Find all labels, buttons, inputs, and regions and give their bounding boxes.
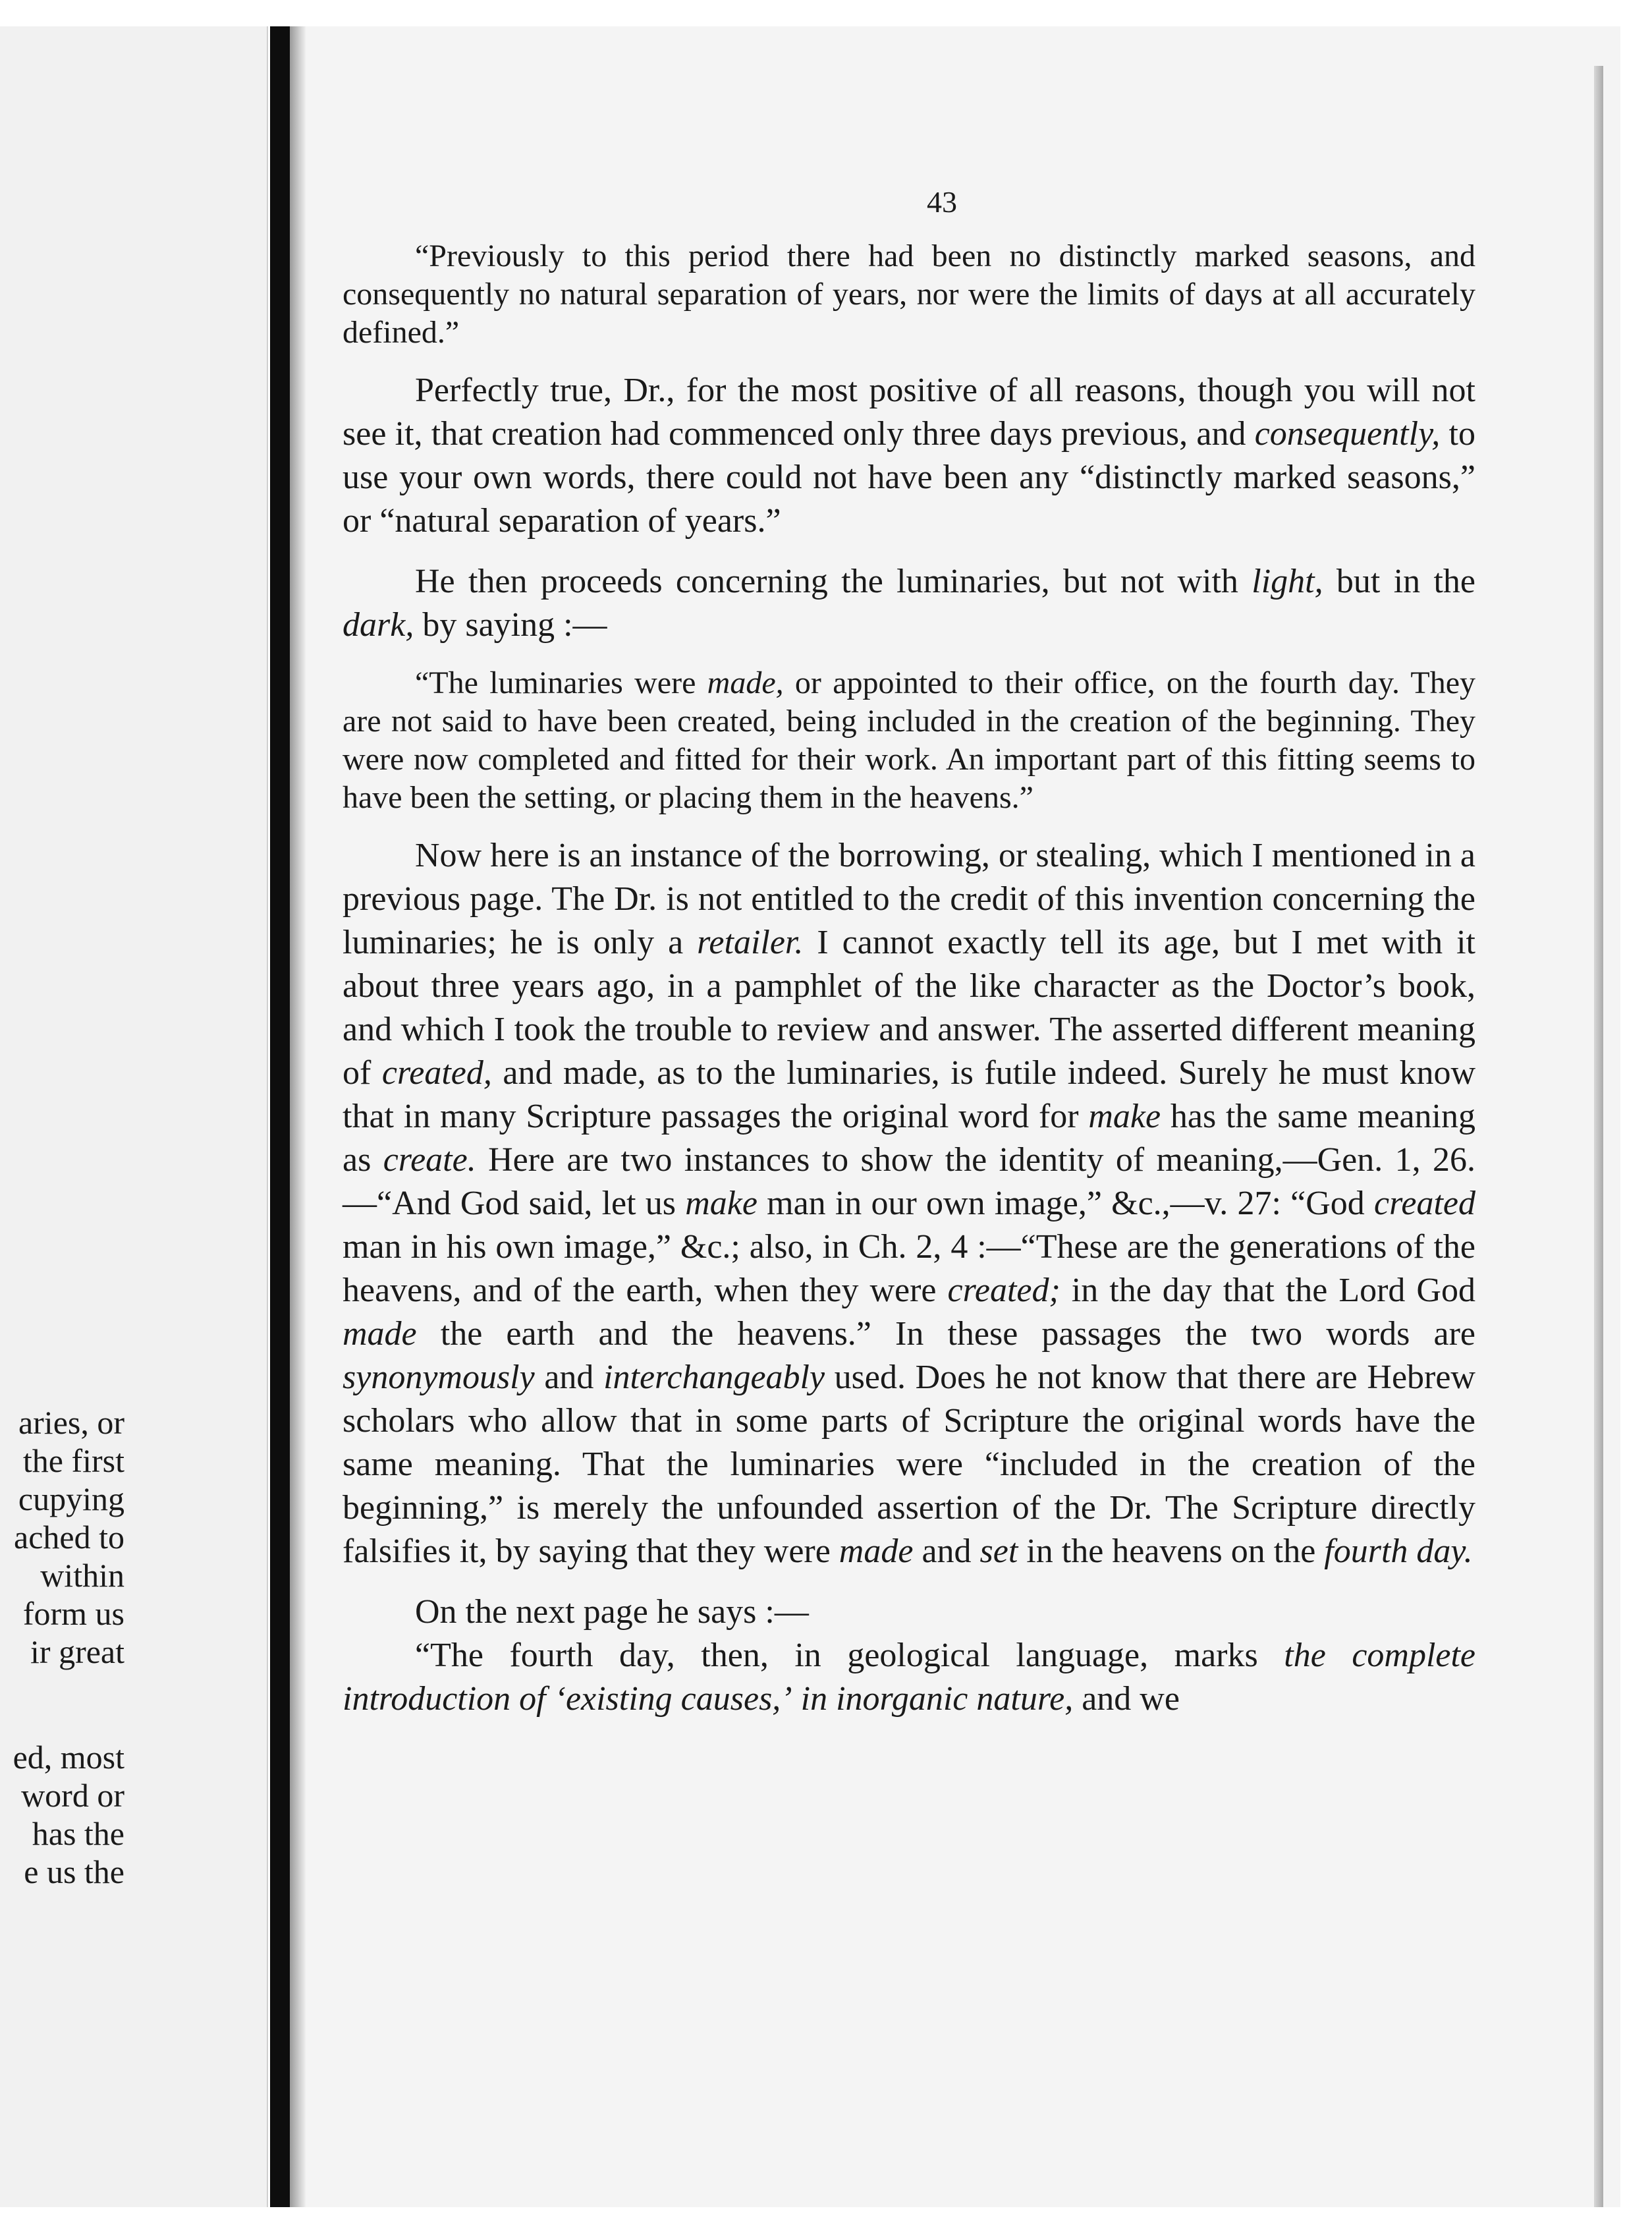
body-paragraph xyxy=(343,1634,1475,1721)
italic-text: make xyxy=(1088,1098,1161,1135)
italic-text: created xyxy=(1374,1185,1475,1222)
italic-text: made xyxy=(839,1532,914,1570)
text-run: Now here is an instance of the borrowing, or stealing, which I mentioned in a previous page. The Dr. is not entitled to the credit of this invention concerning the luminaries; he is only a xyxy=(343,837,1475,961)
italic-text: synonymously xyxy=(343,1359,535,1396)
text-run xyxy=(792,1680,801,1718)
italic-text: made xyxy=(343,1315,417,1353)
text-run: to use your own words, there could not have been any “distinctly marked seasons,” or “natural separation of years.” xyxy=(343,415,1476,540)
page-body xyxy=(343,237,1475,1738)
text-run: He then proceeds concerning the luminaries, but not with xyxy=(415,563,1252,600)
text-run: man in our own image,” &c.,—v. 27: “God xyxy=(757,1185,1374,1222)
italic-text: retailer. xyxy=(697,924,804,961)
page-edge xyxy=(1594,66,1603,2207)
text-run: or appointed to their office, on the fourth day. They are not said to have been created, being included in the creation of the beginning. They were now completed and fitted for their work. An important part of this fitting seems to have been the setting, or placing them in the heavens.” xyxy=(343,665,1476,815)
text-run: and xyxy=(534,1359,604,1396)
italic-text: consequently, xyxy=(1254,415,1441,453)
text-run: I cannot exactly tell its age, but I met with it about three years ago, in a pamphlet of the like character as the Doctor’s book, and which I took the trouble to review and answer. The asserted different meaning of xyxy=(343,924,1475,1092)
facing-page-line: aries, or xyxy=(18,1404,124,1441)
quoted-passage: “Previously to this period there had been no distinctly marked seasons, and consequently no natural separation of years, nor were the limits of days at all accurately defined.” xyxy=(343,239,1475,350)
text-run: in the day that the Lord God xyxy=(1060,1272,1475,1309)
facing-page-line: cupying xyxy=(18,1480,124,1517)
body-paragraph: On the next page he says :— xyxy=(415,1593,809,1631)
text-run: in the heavens on the xyxy=(1018,1532,1325,1570)
facing-page-line: the first xyxy=(22,1442,124,1479)
facing-page-text-upper xyxy=(14,1403,124,1671)
facing-page-line: ir great xyxy=(30,1633,124,1670)
text-run: “The fourth day, then, in geological language, marks xyxy=(415,1637,1284,1674)
text-run: Here are two instances to show the identity of meaning,—Gen. 1, 26.—“And God said, let us xyxy=(343,1141,1475,1222)
facing-page-line: ed, most xyxy=(13,1739,124,1776)
italic-text: in inorganic nature, xyxy=(800,1680,1074,1718)
facing-page-line: form us xyxy=(22,1595,124,1632)
italic-text: the complete introduction of ‘existing causes,’ xyxy=(343,1637,1476,1718)
facing-page xyxy=(0,26,268,2207)
text-run: by saying :— xyxy=(414,606,607,644)
italic-text: made, xyxy=(707,665,784,700)
text-run: but in the xyxy=(1323,563,1476,600)
facing-page-line: has the xyxy=(32,1815,124,1852)
italic-text: light, xyxy=(1252,563,1323,600)
text-run: “The luminaries were xyxy=(415,665,707,700)
italic-text: set xyxy=(979,1532,1018,1570)
italic-text: make xyxy=(685,1185,757,1222)
facing-page-line: e us the xyxy=(24,1853,124,1890)
body-paragraph xyxy=(343,369,1475,543)
italic-text: dark, xyxy=(343,606,414,644)
facing-page-line: within xyxy=(40,1557,124,1594)
text-run: used. Does he not know that there are Hebrew scholars who allow that in some parts of Scripture the original words have the same meaning. That the luminaries were “included in the creation of the beginning,” is merely the unfounded assertion of the Dr. The Scripture directly falsifies it, by saying that they were xyxy=(343,1359,1475,1570)
italic-text: fourth day. xyxy=(1324,1532,1473,1570)
text-run: and made, as to the luminaries, is futile indeed. Surely he must know that in many Scripture passages the original word for xyxy=(343,1054,1475,1135)
italic-text: interchangeably xyxy=(603,1359,825,1396)
gutter-shadow xyxy=(290,26,306,2207)
text-run: Perfectly true, Dr., for the most positive of all reasons, though you will not see it, that creation had commenced only three days previous, and xyxy=(343,372,1475,453)
body-paragraph xyxy=(343,560,1475,647)
text-run: man in his own image,” &c.; also, in Ch. 2, 4 :—“These are the generations of the heavens, and of the earth, when they were xyxy=(343,1228,1475,1309)
italic-text: create. xyxy=(383,1141,476,1179)
page-number: 43 xyxy=(927,185,957,219)
text-run: and we xyxy=(1073,1680,1180,1718)
facing-page-line: ached to xyxy=(14,1519,124,1556)
quoted-passage xyxy=(343,664,1475,817)
italic-text: created; xyxy=(947,1272,1060,1309)
text-run: and xyxy=(913,1532,980,1570)
body-paragraph xyxy=(343,834,1475,1573)
italic-text: created, xyxy=(381,1054,492,1092)
facing-page-line: word or xyxy=(21,1777,124,1814)
text-run: the earth and the heavens.” In these passages the two words are xyxy=(416,1315,1475,1353)
book-gutter xyxy=(270,26,290,2207)
text-run: has the same meaning as xyxy=(343,1098,1475,1179)
facing-page-text-lower xyxy=(13,1738,124,1891)
